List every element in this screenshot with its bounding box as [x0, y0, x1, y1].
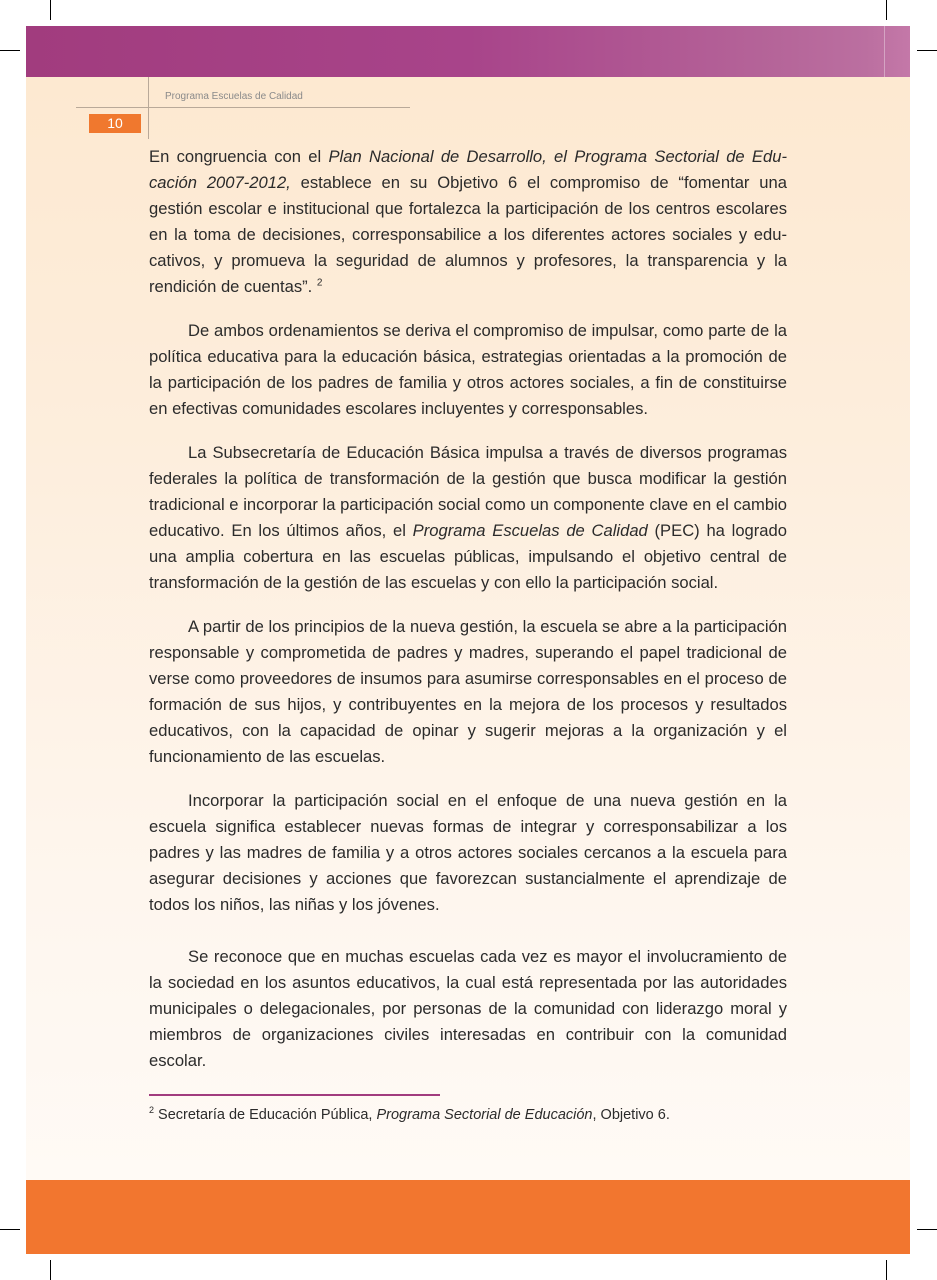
body-text: [149, 144, 787, 1074]
page-number: 10: [89, 114, 141, 133]
footnote-rule: [149, 1094, 440, 1096]
paragraph: Incorporar la participación social en el enfoque de una nueva gestión en la escuela significa establecer nuevas formas de integrar y corresponsabilizar a los padres y las madres de familia y a otros actores sociales cercanos a la escuela para asegurar decisiones y acciones que favorezcan sustancialmente el aprendizaje de todos los niños, las niñas y los jóvenes.: [149, 791, 787, 914]
paragraph: [149, 144, 787, 300]
text-run: Secretaría de Educación Pública,: [154, 1107, 377, 1123]
footnote-marker: 2: [149, 1105, 155, 1116]
text-run: establece en su Objetivo 6 el compromiso de “fomentar una gestión escolar e institucional que fortalezca la participación de los centros escolares en la toma de decisiones, corresponsabilice a los diferentes actores sociales y educativos, y promueva la seguridad de alumnos y profesores, la transparencia y la rendición de cuentas”.: [149, 173, 787, 296]
italic-title: Plan Nacional de Desarrollo, el Programa Sectorial de Educación 2007-2012,: [149, 147, 787, 192]
paragraph: A partir de los principios de la nueva gestión, la escuela se abre a la participación responsable y comprometida de padres y madres, superando el papel tradicional de verse como proveedores de insumos para asumirse corresponsables en el proceso de formación de sus hijos, y contribuyentes en la mejora de los procesos y resultados educativos, con la capacidad de opinar y sugerir mejoras a la organización y el funcionamiento de las escuelas.: [149, 617, 787, 766]
footnote: [149, 1107, 670, 1123]
footer-band: [26, 1180, 910, 1254]
header-horizontal-rule: [76, 107, 410, 108]
italic-title: Programa Sectorial de Educación: [376, 1107, 593, 1123]
crop-mark: [50, 0, 51, 20]
crop-mark: [0, 1229, 20, 1230]
paragraph: Se reconoce que en muchas escuelas cada vez es mayor el involucramiento de la sociedad en los asuntos educativos, la cual está representada por las autoridades municipales o delegacionales, por personas de la comunidad con liderazgo moral y miembros de organizaciones civiles interesadas en contribuir con la comunidad escolar.: [149, 947, 787, 1070]
crop-mark: [917, 1229, 937, 1230]
text-run: (PEC) ha logrado una amplia cobertura en las escuelas públicas, impulsando el objetivo central de transformación de la gestión de las escuelas y con ello la participación social.: [149, 521, 787, 592]
text-run: , Objetivo 6.: [592, 1107, 670, 1123]
italic-title: Programa Escuelas de Calidad: [412, 521, 648, 540]
footnote-ref: 2: [316, 277, 323, 289]
paragraph: [149, 440, 787, 596]
crop-mark: [0, 50, 20, 51]
paragraph: De ambos ordenamientos se deriva el compromiso de impulsar, como parte de la política educativa para la educación básica, estrategias orientadas a la promoción de la participación de los padres de familia y otros actores sociales, a fin de constituirse en efectivas comunidades escolares incluyentes y corresponsables.: [149, 321, 787, 418]
running-head: Programa Escuelas de Calidad: [165, 91, 303, 102]
header-vertical-rule: [148, 77, 149, 139]
crop-mark: [886, 1260, 887, 1280]
header-band-divider: [884, 26, 885, 77]
crop-mark: [917, 50, 937, 51]
text-run: En congruencia con el: [149, 147, 329, 166]
crop-mark: [886, 0, 887, 20]
text-run: La Subsecretaría de Educación Básica impulsa a través de diversos programas federales la política de transformación de la gestión que busca modificar la gestión tradicional e incorporar la participación social como un componente clave en el cambio educativo. En los últimos años, el: [149, 443, 787, 540]
header-band: [26, 26, 910, 77]
crop-mark: [50, 1260, 51, 1280]
